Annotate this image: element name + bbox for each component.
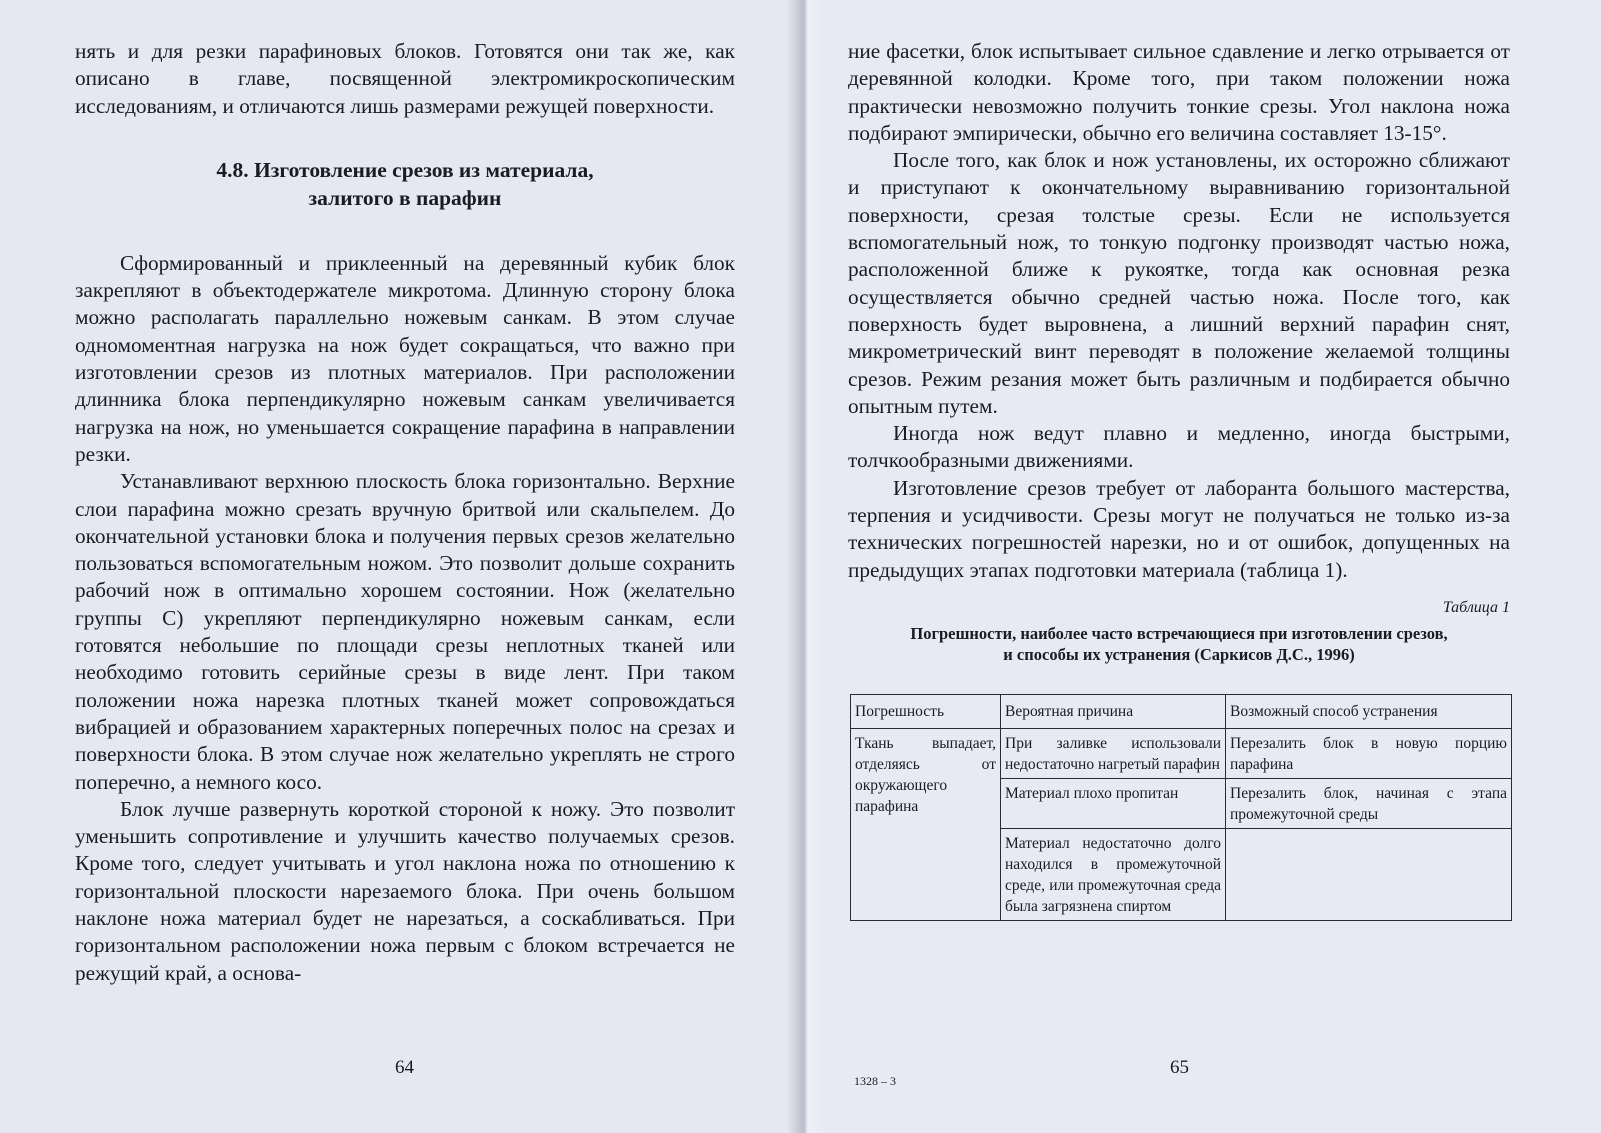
table-header: Вероятная причина [1001,694,1226,728]
page-number: 65 [1170,1057,1189,1078]
table-header: Погрешность [851,694,1001,728]
paragraph: Изготовление срезов требует от лаборанта большого мастерства, терпения и усидчивости. Срезы могут не получаться не только из-за технических погрешностей нарезки, но и от ошибок, допущенных на предыдущих этапах подготовки материала (таблица 1). [848,475,1510,582]
table-header: Возможный способ устранения [1226,694,1512,728]
table-cell: Перезалить блок в новую порцию парафина [1226,728,1512,778]
paragraph: Устанавливают верхнюю плоскость блока горизонтально. Верхние слои парафина можно срезать вручную бритвой или скальпелем. До окончательной установки блока и получения первых срезов желательно пользоваться вспомогательным ножом. Это позволит дольше сохранить рабочий нож в оптимально хорошем состоянии. Нож (желательно группы С) укрепляют перпендикулярно ножевым санкам, если готовятся небольшие по площади срезы неплотных тканей или необходимо готовить серийные срезы в виде лент. При таком положении ножа нарезка плотных тканей может сопровождаться вибрацией и образованием характерных поперечных полос на срезах и поверхности блока. В этом случае нож желательно укреплять не строго поперечно, а немного косо. [75,469,735,794]
table-cell: Перезалить блок, начиная с этапа промежуточной среды [1226,778,1512,828]
table-caption [848,623,1510,665]
page-number: 64 [395,1057,414,1078]
paragraph: Сформированный и приклеенный на деревянный кубик блок закрепляют в объектодержателе микротома. Длинную сторону блока можно располагать параллельно ножевым санкам. В этом случае одномоментная нагрузка на нож будет сокращаться, что важно при изготовлении срезов из плотных материалов. При расположении длинника блока перпендикулярно ножевым санкам увеличивается нагрузка на нож, но уменьшается сокращение парафина в направлении резки. [75,250,735,466]
table-caption-line: Погрешности, наиболее часто встречающиеся при изготовлении срезов, [910,623,1448,643]
table-cell [1226,828,1512,920]
right-page [804,0,1601,1133]
table-label: Таблица 1 [1442,598,1510,616]
table-cell: Материал плохо пропитан [1001,778,1226,828]
section-heading [75,156,735,212]
paragraph: После того, как блок и нож установлены, их осторожно сближают и приступают к окончательному выравниванию горизонтальной поверхности, срезая толстые срезы. Если не используется вспомогательный нож, то тонкую подгонку производят частью ножа, расположенной ближе к рукоятке, тогда как основная резка осуществляется обычно средней частью ножа. После того, как поверхность будет выровнена, а лишний верхний парафин снят, микрометрический винт переводят в положение желаемой толщины срезов. Режим резания может быть различным и подбирается обычно опытным путем. [848,148,1510,418]
paragraph: Блок лучше развернуть короткой стороной к ножу. Это позволит уменьшить сопротивление и улучшить качество получаемых срезов. Кроме того, следует учитывать и угол наклона ножа по отношению к горизонтальной плоскости нарезаемого блока. При очень большом наклоне ножа материал будет не нарезаться, а соскабливаться. При горизонтальном расположении ножа первым с блоком встречается не режущий край, а основа- [75,796,735,985]
book-gutter [786,0,826,1133]
table-header-row [851,694,1512,728]
section-heading-line: 4.8. Изготовление срезов из материала, [216,157,594,182]
table-cell: При заливке использовали недостаточно нагретый парафин [1001,728,1226,778]
table-caption-line: и способы их устранения (Саркисов Д.С., 1996) [1003,644,1355,664]
table-cell: Материал недостаточно долго находился в промежуточной среде, или промежуточная среда была загрязнена спиртом [1001,828,1226,920]
paragraph: Иногда нож ведут плавно и медленно, иногда быстрыми, толчкообразными движениями. [848,421,1510,473]
table-cell: Ткань выпадает, отделяясь от окружающего парафина [851,728,1001,920]
paragraph: ние фасетки, блок испытывает сильное сдавление и легко отрывается от деревянной колодки. Кроме того, при таком положении ножа практически невозможно получить тонкие срезы. Угол наклона ножа подбирают эмпирически, обычно его величина составляет 13-15°. [848,39,1510,145]
left-text-column [75,38,735,987]
right-text-column [848,38,1510,921]
errors-table [850,694,1512,921]
table-row [851,728,1512,778]
print-code: 1328 – 3 [854,1074,896,1088]
paragraph: нять и для резки парафиновых блоков. Готовятся они так же, как описано в главе, посвященной электромикроскопическим исследованиям, и отличаются лишь размерами режущей поверхности. [75,39,735,118]
section-heading-line: залитого в парафин [308,185,502,210]
